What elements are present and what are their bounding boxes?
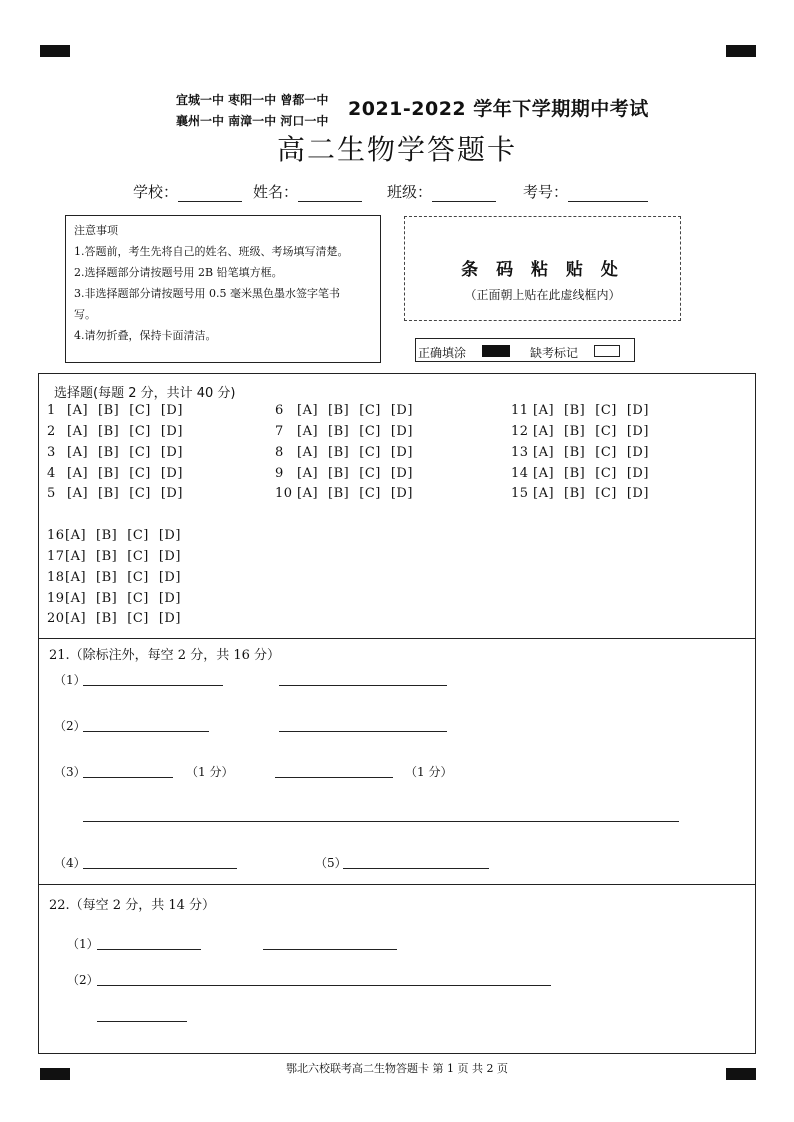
answer-option-d[interactable]: [D] (390, 466, 413, 481)
q21-part-3-answer-b[interactable] (275, 777, 393, 778)
answer-option-a[interactable]: [A] (65, 528, 87, 543)
choice-question-row (275, 445, 423, 460)
question-number: 19 (47, 591, 65, 606)
answer-option-c[interactable]: [C] (127, 549, 149, 564)
answer-option-c[interactable]: [C] (127, 570, 149, 585)
question-number: 8 (275, 445, 284, 460)
choice-section-title: 选择题(每题 2 分，共计 40 分) (54, 386, 236, 401)
choice-question-row (47, 591, 191, 606)
answer-option-c[interactable]: [C] (359, 424, 381, 439)
name-field[interactable] (298, 187, 362, 202)
question-number: 9 (275, 466, 284, 481)
answer-option-c[interactable]: [C] (127, 528, 149, 543)
answer-option-c[interactable]: [C] (359, 486, 381, 501)
answer-option-d[interactable]: [D] (390, 424, 413, 439)
answer-option-d[interactable]: [D] (158, 570, 181, 585)
q22-part-1-answer-b[interactable] (263, 949, 397, 950)
answer-option-a[interactable]: [A] (67, 466, 89, 481)
question-number: 16 (47, 528, 65, 543)
answer-option-b[interactable]: [B] (328, 466, 350, 481)
question-number: 14 (511, 466, 529, 481)
notice-heading: 注意事项 (74, 224, 118, 237)
q21-part-3-score-a: （1 分） (186, 765, 234, 779)
answer-option-a[interactable]: [A] (533, 403, 555, 418)
q21-part-3-score-b: （1 分） (405, 765, 453, 779)
question-22-section (38, 884, 756, 1054)
absent-mark-label: 缺考标记 (530, 346, 579, 360)
q22-part-2-answer-short[interactable] (97, 1021, 187, 1022)
answer-option-d[interactable]: [D] (626, 424, 649, 439)
answer-option-d[interactable]: [D] (390, 445, 413, 460)
answer-option-d[interactable]: [D] (160, 486, 183, 501)
answer-option-d[interactable]: [D] (160, 445, 183, 460)
choice-question-row (511, 486, 659, 501)
answer-option-a[interactable]: [A] (65, 570, 87, 585)
answer-option-d[interactable]: [D] (626, 486, 649, 501)
answer-option-d[interactable]: [D] (158, 591, 181, 606)
answer-option-a[interactable]: [A] (533, 445, 555, 460)
answer-option-b[interactable]: [B] (96, 611, 118, 626)
notice-item: 1.答题前，考生先将自己的姓名、班级、考场填写清楚。 (74, 245, 349, 258)
answer-option-d[interactable]: [D] (160, 466, 183, 481)
answer-option-a[interactable]: [A] (533, 424, 555, 439)
question-number: 10 (275, 486, 293, 501)
answer-option-c[interactable]: [C] (129, 486, 151, 501)
answer-option-a[interactable]: [A] (65, 611, 87, 626)
answer-option-b[interactable]: [B] (96, 591, 118, 606)
q22-part-1-label: （1） (67, 937, 99, 951)
answer-option-d[interactable]: [D] (626, 403, 649, 418)
choice-question-row (47, 528, 191, 543)
q21-part-1-label: （1） (54, 673, 86, 687)
class-field[interactable] (432, 187, 496, 202)
answer-option-c[interactable]: [C] (595, 466, 617, 481)
q21-part-3-answer-a[interactable] (83, 777, 173, 778)
question-number: 15 (511, 486, 529, 501)
answer-option-a[interactable]: [A] (297, 466, 319, 481)
choice-question-row (47, 486, 193, 501)
choice-question-row (275, 466, 423, 481)
question-number: 13 (511, 445, 529, 460)
question-number: 6 (275, 403, 284, 418)
answer-option-b[interactable]: [B] (328, 424, 350, 439)
exam-number-field[interactable] (568, 187, 648, 202)
choice-question-row (511, 466, 659, 481)
choice-question-row (47, 403, 193, 418)
answer-option-d[interactable]: [D] (160, 424, 183, 439)
answer-option-d[interactable]: [D] (390, 486, 413, 501)
school-list (176, 90, 328, 132)
school-line-1: 宜城一中 枣阳一中 曾都一中 (176, 93, 329, 107)
question-21-section (38, 638, 756, 885)
choice-question-row (275, 424, 423, 439)
answer-option-c[interactable]: [C] (129, 445, 151, 460)
correct-fill-sample (482, 345, 510, 357)
answer-option-c[interactable]: [C] (595, 486, 617, 501)
barcode-area (404, 216, 681, 321)
notice-box (65, 215, 381, 363)
choice-question-row (47, 466, 193, 481)
answer-option-a[interactable]: [A] (65, 549, 87, 564)
page-footer: 鄂北六校联考高二生物答题卡 第 1 页 共 2 页 (286, 1062, 508, 1075)
q21-part-4-answer[interactable] (83, 868, 237, 869)
q21-part-2-answer-b[interactable] (279, 731, 447, 732)
answer-option-c[interactable]: [C] (127, 591, 149, 606)
answer-option-b[interactable]: [B] (564, 486, 586, 501)
answer-option-a[interactable]: [A] (297, 424, 319, 439)
choice-question-row (275, 486, 423, 501)
question-number: 3 (47, 445, 56, 460)
answer-option-c[interactable]: [C] (129, 403, 151, 418)
correct-fill-label: 正确填涂 (418, 346, 467, 360)
q21-part-2-label: （2） (54, 719, 86, 733)
choice-question-row (511, 424, 659, 439)
name-label: 姓名： (253, 183, 299, 201)
answer-option-c[interactable]: [C] (359, 403, 381, 418)
answer-option-a[interactable]: [A] (67, 403, 89, 418)
choice-question-row (47, 611, 191, 626)
choice-question-row (47, 424, 193, 439)
answer-option-b[interactable]: [B] (98, 486, 120, 501)
answer-option-b[interactable]: [B] (564, 445, 586, 460)
q21-part-5-answer[interactable] (343, 868, 489, 869)
answer-option-d[interactable]: [D] (160, 403, 183, 418)
class-label: 班级： (387, 183, 433, 201)
notice-item: 3.非选择题部分请按题号用 0.5 毫米黑色墨水签字笔书 (74, 287, 340, 300)
absent-mark-checkbox[interactable] (594, 345, 620, 357)
choice-question-row (47, 549, 191, 564)
notice-item: 写。 (74, 308, 96, 321)
exam-number-label: 考号： (523, 183, 569, 201)
answer-option-d[interactable]: [D] (158, 549, 181, 564)
answer-option-b[interactable]: [B] (98, 424, 120, 439)
school-field[interactable] (178, 187, 242, 202)
answer-option-b[interactable]: [B] (328, 445, 350, 460)
answer-option-a[interactable]: [A] (67, 445, 89, 460)
question-number: 17 (47, 549, 65, 564)
answer-option-c[interactable]: [C] (129, 424, 151, 439)
answer-option-a[interactable]: [A] (297, 486, 319, 501)
question-number: 18 (47, 570, 65, 585)
q21-part-4-label: （4） (54, 856, 86, 870)
answer-option-b[interactable]: [B] (98, 403, 120, 418)
answer-option-a[interactable]: [A] (533, 486, 555, 501)
question-number: 7 (275, 424, 284, 439)
answer-option-c[interactable]: [C] (595, 403, 617, 418)
answer-option-b[interactable]: [B] (98, 466, 120, 481)
question-number: 1 (47, 403, 56, 418)
answer-option-c[interactable]: [C] (595, 424, 617, 439)
answer-option-b[interactable]: [B] (96, 528, 118, 543)
q22-part-2-answer-line[interactable] (97, 985, 551, 986)
exam-title: 2021-2022 学年下学期期中考试 (348, 98, 649, 120)
question-number: 5 (47, 486, 56, 501)
answer-option-a[interactable]: [A] (65, 591, 87, 606)
q21-part-2-answer-a[interactable] (83, 731, 209, 732)
answer-option-d[interactable]: [D] (626, 466, 649, 481)
answer-option-a[interactable]: [A] (297, 445, 319, 460)
answer-option-a[interactable]: [A] (67, 486, 89, 501)
page-title: 高二生物学答题卡 (276, 133, 517, 166)
notice-item: 4.请勿折叠，保持卡面清洁。 (74, 329, 217, 342)
barcode-title: 条 码 粘 贴 处 (461, 260, 624, 280)
answer-option-d[interactable]: [D] (390, 403, 413, 418)
choice-question-row (511, 403, 659, 418)
answer-option-c[interactable]: [C] (359, 445, 381, 460)
answer-option-c[interactable]: [C] (127, 611, 149, 626)
question-22-title: 22.（每空 2 分，共 14 分） (49, 898, 216, 913)
fill-legend (415, 338, 635, 362)
question-21-title: 21.（除标注外，每空 2 分，共 16 分） (49, 648, 281, 663)
notice-item: 2.选择题部分请按题号用 2B 铅笔填方框。 (74, 266, 283, 279)
choice-section (38, 373, 756, 639)
answer-option-b[interactable]: [B] (564, 403, 586, 418)
answer-option-c[interactable]: [C] (595, 445, 617, 460)
question-number: 4 (47, 466, 56, 481)
q22-part-2-label: （2） (67, 973, 99, 987)
answer-option-b[interactable]: [B] (328, 403, 350, 418)
answer-option-a[interactable]: [A] (533, 466, 555, 481)
barcode-hint: （正面朝上贴在此虚线框内） (464, 288, 621, 302)
q21-part-1-answer-b[interactable] (279, 685, 447, 686)
q22-part-1-answer-a[interactable] (97, 949, 201, 950)
answer-option-b[interactable]: [B] (564, 466, 586, 481)
answer-option-a[interactable]: [A] (297, 403, 319, 418)
answer-option-b[interactable]: [B] (96, 549, 118, 564)
question-number: 2 (47, 424, 56, 439)
answer-option-b[interactable]: [B] (98, 445, 120, 460)
answer-option-d[interactable]: [D] (158, 528, 181, 543)
choice-question-row (511, 445, 659, 460)
q21-part-5-label: （5） (315, 856, 347, 870)
alignment-mark-top-right (726, 45, 756, 57)
answer-option-d[interactable]: [D] (626, 445, 649, 460)
question-number: 11 (511, 403, 529, 418)
answer-option-b[interactable]: [B] (96, 570, 118, 585)
answer-option-c[interactable]: [C] (359, 466, 381, 481)
answer-option-b[interactable]: [B] (564, 424, 586, 439)
answer-option-a[interactable]: [A] (67, 424, 89, 439)
question-number: 20 (47, 611, 65, 626)
answer-option-b[interactable]: [B] (328, 486, 350, 501)
school-label: 学校： (133, 183, 179, 201)
answer-option-d[interactable]: [D] (158, 611, 181, 626)
q21-part-3-answer-line[interactable] (83, 821, 679, 822)
alignment-mark-top-left (40, 45, 70, 57)
choice-question-row (47, 445, 193, 460)
school-line-2: 襄州一中 南漳一中 河口一中 (176, 114, 329, 128)
q21-part-3-label: （3） (54, 765, 86, 779)
choice-question-row (47, 570, 191, 585)
question-number: 12 (511, 424, 529, 439)
choice-question-row (275, 403, 423, 418)
answer-option-c[interactable]: [C] (129, 466, 151, 481)
q21-part-1-answer-a[interactable] (83, 685, 223, 686)
